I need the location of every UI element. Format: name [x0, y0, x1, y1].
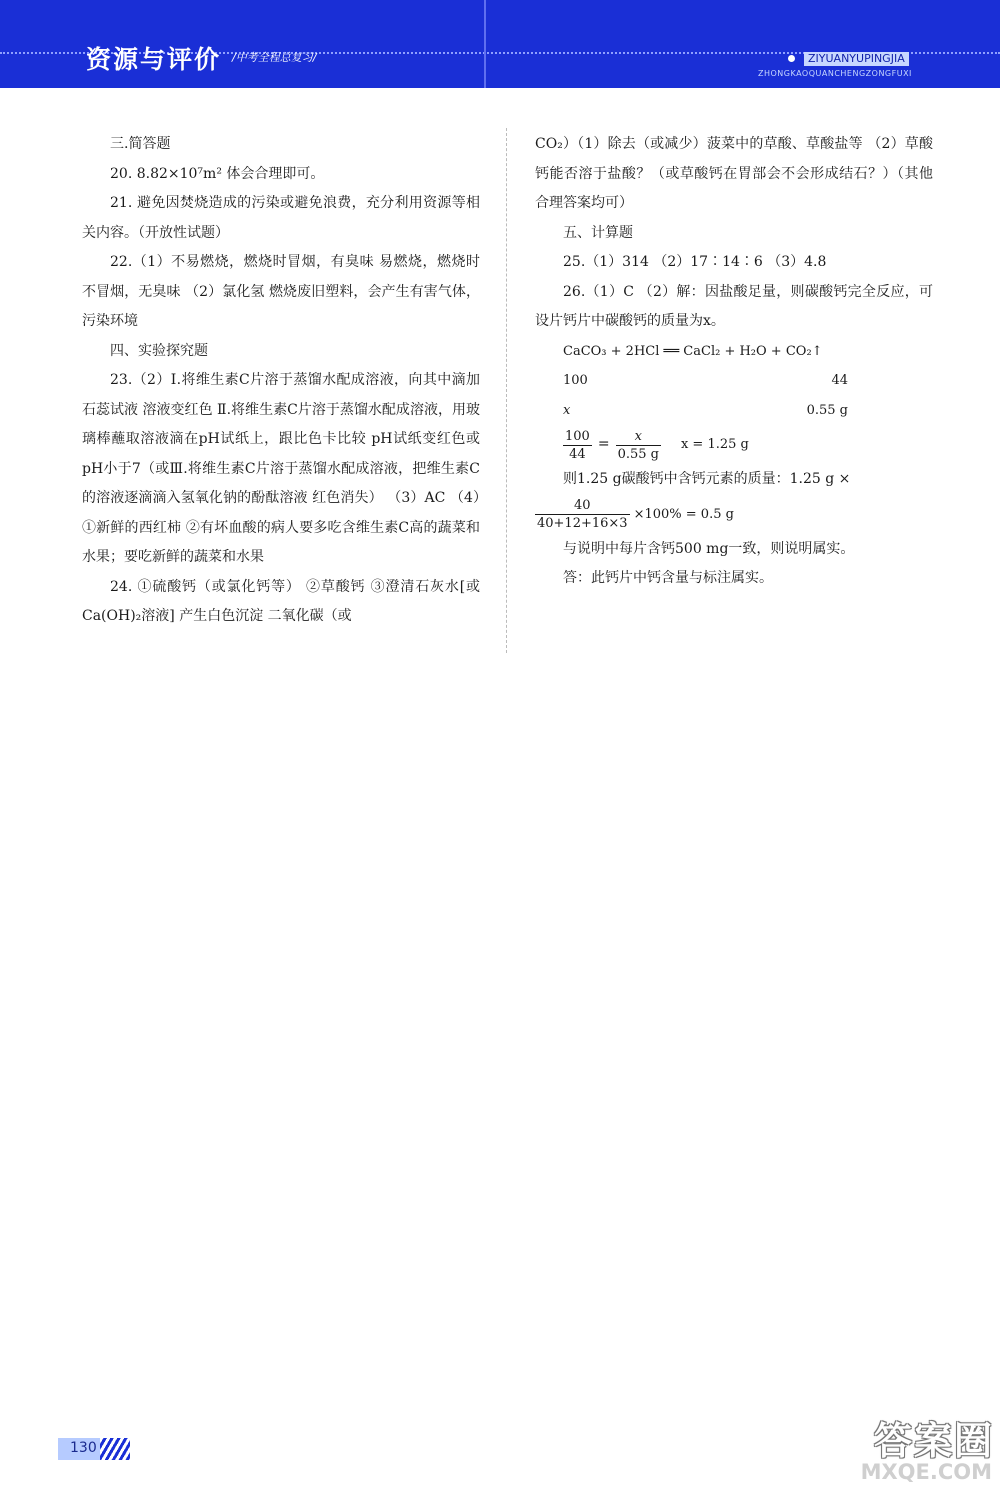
calcium-result: ×100% = 0.5 g: [633, 506, 734, 522]
answer-24-continued: CO₂）（1）除去（或减少）菠菜中的草酸、草酸盐等 （2）草酸钙能否溶于盐酸？（或草酸钙在胃部会不会形成结石？）（其他合理答案均可）: [535, 136, 933, 211]
equation-row-2: [535, 396, 933, 426]
header-divider: [484, 0, 486, 88]
answer-22: 22.（1）不易燃烧，燃烧时冒烟，有臭味 易燃烧，燃烧时不冒烟，无臭味 （2）氯化氢 燃烧废旧塑料，会产生有害气体，污染环境: [82, 254, 480, 329]
stripe-decoration: [100, 1438, 130, 1460]
answer-24: 24. ①硫酸钙（或氯化钙等） ②草酸钙 ③澄清石灰水[或Ca(OH)₂溶液] 产生白色沉淀 二氧化碳（或: [82, 578, 480, 624]
watermark: [818, 1410, 994, 1488]
molar-mass-co2: 44: [831, 373, 848, 388]
section-heading: 五、计算题: [563, 224, 633, 241]
book-brand: 资源与评价: [86, 45, 222, 74]
right-column: [535, 130, 933, 594]
column-divider: [506, 128, 507, 653]
conclusion: 与说明中每片含钙500 mg一致，则说明属实。: [563, 540, 855, 557]
fraction-2: $\frac{x}{0.55 g}$: [617, 428, 659, 462]
pinyin-title: ZIYUANYUPINGJIA: [804, 52, 909, 66]
equation-row-1: [535, 366, 933, 396]
chemical-equation: CaCO₃ + 2HCl ══ CaCl₂ + H₂O + CO₂↑: [563, 343, 823, 359]
book-subtitle: /中考全程总复习/: [232, 51, 317, 64]
answer-23: 23.（2）Ⅰ.将维生素C片溶于蒸馏水配成溶液，向其中滴加石蕊试液 溶液变红色 Ⅱ.将维生素C片溶于蒸馏水配成溶液，用玻璃棒蘸取溶液滴在pH试纸上，跟比色卡比较 pH试纸变红色或pH小于7（或Ⅲ.将维生素C片溶于蒸馏水配成溶液，把维生素C的溶液逐滴滴入氢氧化钠的酚酞溶液 红色消失） （3）AC （4）①新鲜的西红柿 ②有坏血酸的病人要多吃含维生素C高的蔬菜和水果；要吃新鲜的蔬菜和水果: [82, 372, 480, 565]
answer-21: 21. 避免因焚烧造成的污染或避免浪费，充分利用资源等相关内容。（开放性试题）: [82, 195, 480, 241]
answer-25: 25.（1）314 （2）17∶14∶6 （3）4.8: [563, 254, 827, 270]
bullet-dot-icon: [788, 55, 795, 62]
answer-20: 20. 8.82×10⁷m² 体会合理即可。: [110, 165, 325, 182]
answer-26: 26.（1）C （2）解：因盐酸足量，则碳酸钙完全反应，可设片钙片中碳酸钙的质量为x。: [535, 283, 933, 329]
x-result: x = 1.25 g: [680, 437, 749, 453]
proportion-line: [535, 425, 933, 465]
calcium-fraction-line: [535, 495, 933, 535]
watermark-logo: 答案圈: [873, 1419, 994, 1463]
section-heading: 四、实验探究题: [110, 342, 208, 359]
co2-mass: 0.55 g: [806, 402, 848, 418]
left-column: [82, 130, 480, 632]
unknown-mass: x: [563, 402, 571, 418]
section-heading: 三.简答题: [110, 136, 171, 152]
pinyin-subtitle: ZHONGKAOQUANCHENGZONGFUXI: [758, 69, 912, 78]
page-header-band: [0, 0, 1000, 88]
watermark-site: MXQE.COM: [860, 1460, 992, 1484]
equals-sign: =: [597, 436, 610, 453]
page-number: 130: [70, 1440, 97, 1456]
fraction-1: $\frac{100}{44}$: [565, 428, 590, 462]
calcium-mass-line: 则1.25 g碳酸钙中含钙元素的质量：1.25 g ×: [563, 471, 851, 487]
final-answer: 答：此钙片中钙含量与标注属实。: [563, 570, 773, 586]
fraction-3: $\frac{40}{40+12+16\times 3}$: [537, 498, 628, 531]
molar-mass-caco3: 100: [563, 373, 588, 388]
